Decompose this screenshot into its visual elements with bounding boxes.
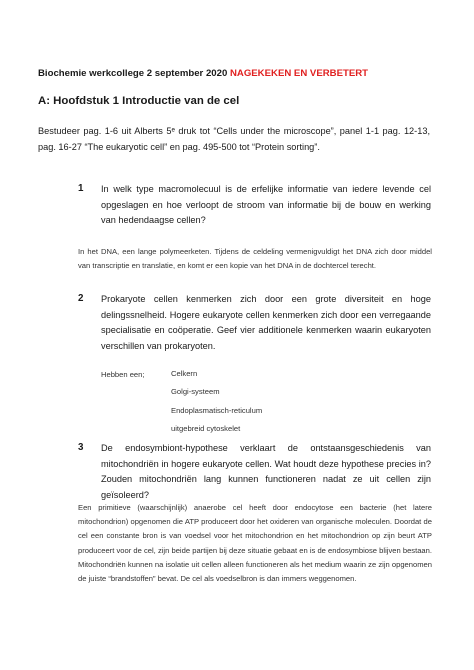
question-1-text: In welk type macromolecuul is de erfelijke informatie van iedere levende cel opgeslagen en hoe verloopt de stroom van informatie bij de bouw en werking van hedendaagse cellen? bbox=[101, 184, 431, 226]
question-3-answer: Een primitieve (waarschijnlijk) anaerobe cel heeft door endocytose een bacterie (het latere mitochondrion) opgenomen die ATP produceert door het oxideren van organische moleculen. Doordat de cel een constante bron is van voedsel voor het mitochondrion en het mitochondrion op zijn beurt ATP produceert voor de cel, zijn beide partijen bij deze situatie gebaat en is de endosymbiose blijven bestaan. Mitochondriën kunnen na isolatie uit cellen alleen functioneren als het medium waarin ze zijn opgenomen de juiste “brandstoffen” bevat. De cel als voedselbron is dan immers weggenomen. bbox=[78, 503, 432, 584]
list-item: Golgi-systeem bbox=[171, 387, 220, 397]
section-heading: A: Hoofdstuk 1 Introductie van de cel bbox=[38, 95, 240, 107]
document-title bbox=[38, 68, 368, 79]
list-item: Endoplasmatisch-reticulum bbox=[171, 405, 263, 415]
question-3-text: De endosymbiont-hypothese verklaart de ontstaansgeschiedenis van mitochondriën in hogere eukaryote cellen. Wat houdt deze hypothese precies in? Zouden mitochondriën lang kunnen functioneren nadat ze uit cellen zijn geïsoleerd? bbox=[101, 443, 431, 500]
question-1-answer: In het DNA, een lange polymeerketen. Tijdens de celdeling vermenigvuldigt het DNA zich door middel van transcriptie en translatie, en komt er een kopie van het DNA in de dochtercel terecht. bbox=[78, 247, 432, 271]
question-2-answer-label: Hebben een; bbox=[101, 370, 145, 379]
question-2-text: Prokaryote cellen kenmerken zich door een grote diversiteit en hoge delingssnelheid. Hogere eukaryote cellen kenmerken zich door een verregaande specialisatie en coöperatie. Geef vier additionele kenmerken waarin eukaryoten verschillen van prokaryoten. bbox=[101, 294, 431, 351]
title-status-red: NAGEKEKEN EN VERBETERT bbox=[229, 68, 369, 79]
intro-paragraph: Bestudeer pag. 1-6 uit Alberts 5ᵉ druk tot “Cells under the microscope”, panel 1-1 pag. 12-13, pag. 16-27 “The eukaryotic cell” en pag. 495-500 tot “Protein sorting”. bbox=[38, 126, 430, 152]
question-3-number: 3 bbox=[78, 442, 84, 453]
question-1-number: 1 bbox=[78, 183, 84, 194]
list-item: uitgebreid cytoskelet bbox=[171, 424, 241, 434]
question-2-answer-list bbox=[171, 365, 262, 439]
list-item: Celkern bbox=[171, 369, 198, 378]
title-text: Biochemie werkcollege 2 september 2020 bbox=[38, 68, 230, 79]
question-2-number: 2 bbox=[78, 293, 84, 304]
